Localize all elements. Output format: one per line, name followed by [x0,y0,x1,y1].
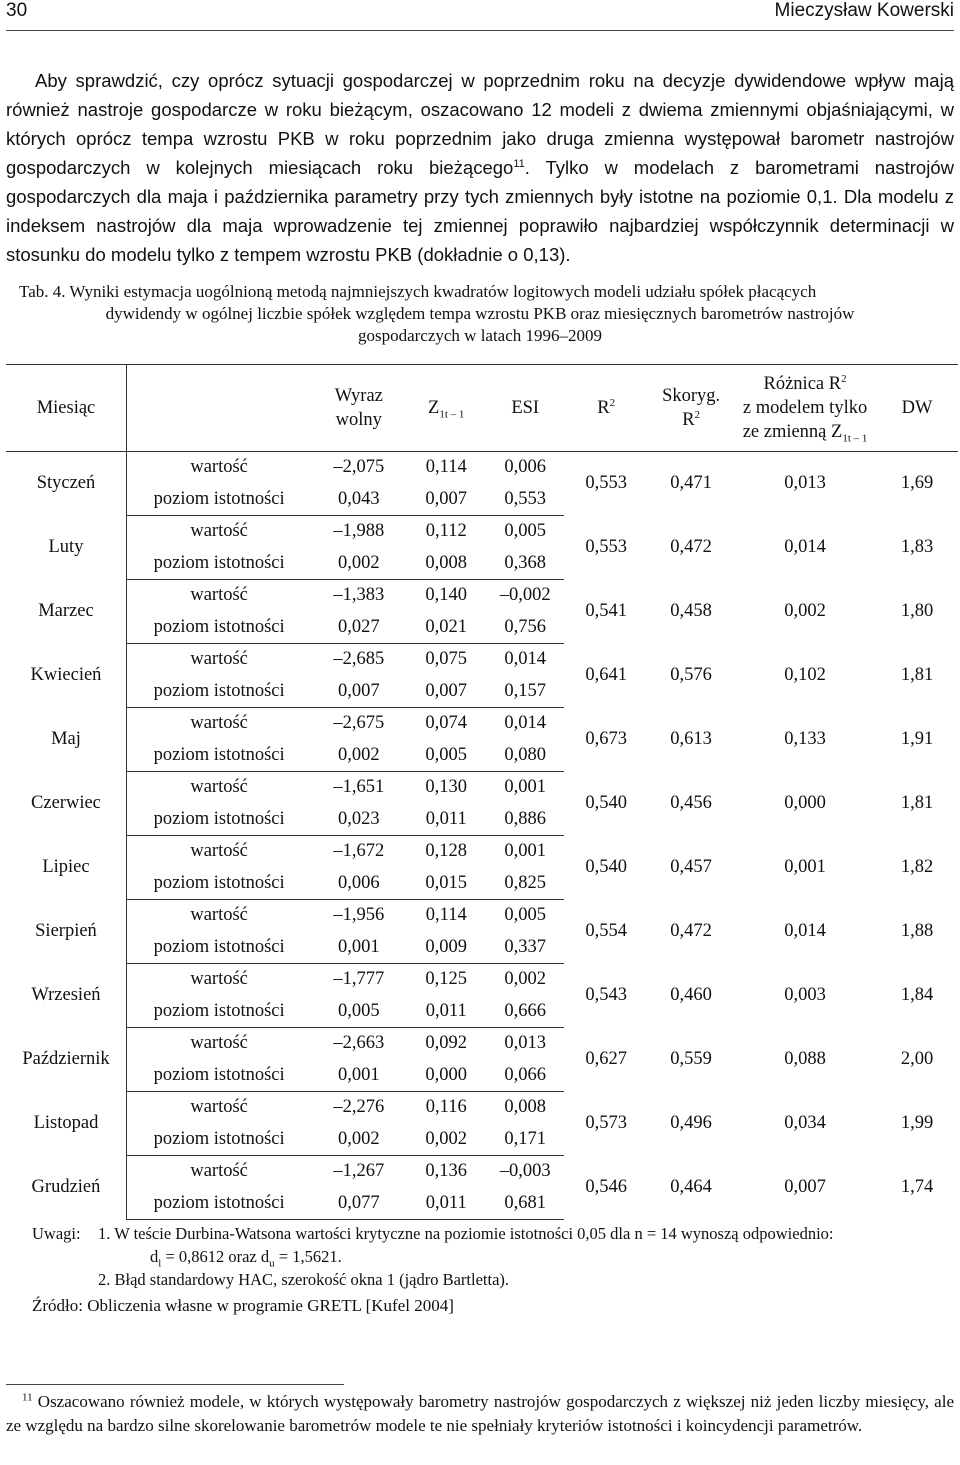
row-label-value: wartość [190,713,248,734]
r2-cell: 0,641 [585,665,627,685]
r2-difference-cell: 0,014 [784,537,826,557]
table-row [6,1028,958,1060]
z-coefficient-value: 0,114 [425,905,467,926]
z-pvalue: 0,007 [406,484,486,516]
month-cell: Marzec [6,580,126,644]
caption-line-3: gospodarczych w latach 1996–2009 [357,326,603,345]
row-label-pvalue: poziom istotności [126,548,311,580]
month-cell: Czerwiec [6,772,126,836]
footnote [6,1390,954,1438]
adjusted-r2-cell: 0,471 [670,473,712,494]
z-coefficient-value: 0,125 [425,969,468,990]
z-pvalue: 0,011 [406,996,486,1028]
esi-coefficient-value: –0,003 [499,1161,551,1182]
z-pvalue: 0,009 [406,932,486,964]
r2-cell: 0,554 [585,921,627,941]
intercept-value: –2,675 [333,713,385,734]
row-label-pvalue: poziom istotności [126,612,311,644]
page-number: 30 [6,0,28,21]
adjusted-r2-cell: 0,472 [670,921,712,941]
note-2: 2. Błąd standardowy HAC, szerokość okna 1 (jądro Bartletta). [98,1270,510,1289]
esi-coefficient-value: –0,002 [499,585,551,606]
header-intercept: Wyraz wolny [311,365,406,452]
adjusted-r2-cell: 0,457 [670,857,712,877]
z-pvalue: 0,015 [406,868,486,900]
esi-pvalue: 0,066 [486,1060,564,1092]
intercept-pvalue: 0,001 [311,932,406,964]
r2-difference-cell: 0,000 [784,793,826,813]
esi-pvalue: 0,756 [486,612,564,644]
footnote-reference[interactable]: 11 [513,157,525,170]
adjusted-r2-cell: 0,559 [670,1049,712,1069]
esi-pvalue: 0,825 [486,868,564,900]
note-1-critical-values: $d_l = 0,8612$ oraz $d_u = 1,5621$. [150,1247,342,1270]
intercept-pvalue: 0,002 [311,1124,406,1156]
z-pvalue: 0,011 [406,1188,486,1220]
intercept-value: –2,276 [333,1097,385,1118]
body-text-part1: Aby sprawdzić, czy oprócz sytuacji gospodarczej w poprzednim roku na decyzje dywidendowe wpływ mają również nastroje gospodarcze w roku bieżącym, oszacowano 12 modeli z dwiema zmiennymi objaśniającymi, w których oprócz tempa wzrostu PKB w roku poprzednim jako druga zmienna występował barometr nastrojów gospodarczych w kolejnych miesiącach roku bieżącego [6,70,954,178]
row-label-value: wartość [190,1161,248,1182]
header-z: $Z_{1t - 1}$ [406,365,486,452]
adjusted-r2-cell: 0,458 [670,601,712,621]
dw-cell: 1,80 [900,601,934,621]
z-coefficient-value: 0,112 [425,521,467,542]
intercept-value: –2,075 [333,457,385,478]
esi-pvalue: 0,157 [486,676,564,708]
r2-cell: 0,573 [585,1113,627,1133]
adjusted-r2-cell: 0,613 [670,729,712,749]
month-cell: Sierpień [6,900,126,964]
row-label-pvalue: poziom istotności [126,484,311,516]
r2-difference-cell: 0,014 [784,921,826,941]
row-label-pvalue: poziom istotności [126,1188,311,1220]
r2-difference-cell: 0,034 [784,1113,826,1133]
z-coefficient-value: 0,075 [425,649,468,670]
z-coefficient-value: 0,074 [425,713,468,734]
results-table-body [6,452,958,1220]
row-label-value: wartość [190,649,248,670]
row-label-pvalue: poziom istotności [126,804,311,836]
month-cell: Kwiecień [6,644,126,708]
intercept-value: –1,651 [333,777,385,798]
table-header-row [6,365,958,452]
row-label-value: wartość [190,585,248,606]
row-label-value: wartość [190,1033,248,1054]
esi-coefficient-value: 0,001 [504,841,546,862]
row-label-pvalue: poziom istotności [126,1060,311,1092]
dw-cell: 1,81 [900,793,934,813]
z-pvalue: 0,011 [406,804,486,836]
intercept-pvalue: 0,027 [311,612,406,644]
row-label-pvalue: poziom istotności [126,740,311,772]
intercept-pvalue: 0,023 [311,804,406,836]
row-label-pvalue: poziom istotności [126,932,311,964]
dw-cell: 1,88 [900,921,934,941]
table-row [6,644,958,676]
dw-cell: 1,83 [900,537,934,557]
esi-coefficient-value: 0,013 [504,1033,546,1054]
z-coefficient-value: 0,114 [425,457,467,478]
header-month: Miesiąc [6,365,126,452]
table-row [6,1092,958,1124]
header-dw: DW [876,365,958,452]
r2-cell: 0,540 [585,857,627,877]
table-row [6,580,958,612]
intercept-pvalue: 0,001 [311,1060,406,1092]
dw-cell: 2,00 [900,1049,934,1069]
dw-cell: 1,99 [900,1113,934,1133]
caption-line-2: dywidendy w ogólnej liczbie spółek względem tempa wzrostu PKB oraz miesięcznych barometrów nastrojów [105,304,855,323]
dw-cell: 1,91 [900,729,934,749]
r2-difference-cell: 0,003 [784,985,826,1005]
header-divider [6,30,954,31]
row-label-value: wartość [190,1097,248,1118]
adjusted-r2-cell: 0,576 [670,665,712,685]
esi-pvalue: 0,886 [486,804,564,836]
adjusted-r2-cell: 0,456 [670,793,712,813]
adjusted-r2-cell: 0,472 [670,537,712,557]
table-row [6,452,958,484]
r2-cell: 0,553 [585,473,627,494]
z-coefficient-value: 0,116 [425,1097,467,1118]
esi-pvalue: 0,337 [486,932,564,964]
dw-cell: 1,69 [900,473,934,494]
intercept-value: –1,988 [333,521,385,542]
intercept-pvalue: 0,002 [311,548,406,580]
intercept-value: –2,663 [333,1033,385,1054]
esi-pvalue: 0,171 [486,1124,564,1156]
header-label-spacer [126,365,311,452]
row-label-value: wartość [190,905,248,926]
month-cell: Maj [6,708,126,772]
table-row [6,836,958,868]
header-adjusted-r2: Skoryg. $R^2$ [648,365,734,452]
month-cell: Grudzień [6,1156,126,1220]
esi-pvalue: 0,368 [486,548,564,580]
table-row [6,772,958,804]
r2-difference-cell: 0,013 [784,473,826,494]
row-label-pvalue: poziom istotności [126,868,311,900]
dw-cell: 1,82 [900,857,934,877]
r2-cell: 0,546 [585,1177,627,1197]
note-1: 1. W teście Durbina-Watsona wartości krytyczne na poziomie istotności 0,05 dla n = 14 wynoszą odpowiednio: [98,1224,834,1243]
z-coefficient-value: 0,128 [425,841,468,862]
table-row [6,516,958,548]
dw-cell: 1,81 [900,665,934,685]
row-label-pvalue: poziom istotności [126,676,311,708]
caption-line-1: Tab. 4. Wyniki estymacja uogólnioną metodą najmniejszych kwadratów logitowych modeli udziału spółek płacących [19,282,817,301]
intercept-pvalue: 0,007 [311,676,406,708]
intercept-pvalue: 0,043 [311,484,406,516]
table-notes [32,1222,834,1291]
esi-pvalue: 0,553 [486,484,564,516]
month-cell: Lipiec [6,836,126,900]
r2-difference-cell: 0,133 [784,729,826,749]
row-label-value: wartość [190,777,248,798]
footnote-mark: 11 [22,1391,33,1404]
z-pvalue: 0,008 [406,548,486,580]
row-label-pvalue: poziom istotności [126,996,311,1028]
header-r2-difference: Różnica $R^2$ z modelem tylko ze zmienną $Z_{1t - 1}$ [734,365,876,452]
row-label-value: wartość [190,457,248,478]
table-row [6,708,958,740]
esi-coefficient-value: 0,002 [504,969,546,990]
esi-coefficient-value: 0,014 [504,649,546,670]
esi-pvalue: 0,080 [486,740,564,772]
running-header-author: Mieczysław Kowerski [774,0,954,21]
footnote-divider [6,1384,344,1385]
adjusted-r2-cell: 0,464 [670,1177,712,1197]
z-pvalue: 0,002 [406,1124,486,1156]
dw-cell: 1,84 [900,985,934,1005]
month-cell: Styczeń [6,452,126,516]
r2-cell: 0,553 [585,537,627,557]
intercept-pvalue: 0,006 [311,868,406,900]
r2-cell: 0,673 [585,729,627,749]
z-pvalue: 0,005 [406,740,486,772]
intercept-value: –2,685 [333,649,385,670]
r2-difference-cell: 0,007 [784,1177,826,1197]
row-label-value: wartość [190,521,248,542]
z-coefficient-value: 0,140 [425,585,468,606]
intercept-value: –1,267 [333,1161,385,1182]
body-paragraph [6,66,954,269]
dw-cell: 1,74 [900,1177,934,1197]
month-cell: Październik [6,1028,126,1092]
notes-label: Uwagi: [32,1224,81,1243]
source-line: Źródło: Obliczenia własne w programie GRETL [Kufel 2004] [32,1296,454,1315]
row-label-value: wartość [190,841,248,862]
table-caption [6,281,954,347]
table-row [6,964,958,996]
intercept-pvalue: 0,077 [311,1188,406,1220]
esi-coefficient-value: 0,005 [504,905,546,926]
r2-cell: 0,540 [585,793,627,813]
r2-difference-cell: 0,001 [784,857,826,877]
z-coefficient-value: 0,136 [425,1161,468,1182]
adjusted-r2-cell: 0,460 [670,985,712,1005]
z-pvalue: 0,007 [406,676,486,708]
month-cell: Listopad [6,1092,126,1156]
intercept-value: –1,777 [333,969,385,990]
esi-pvalue: 0,681 [486,1188,564,1220]
esi-coefficient-value: 0,008 [504,1097,546,1118]
esi-pvalue: 0,666 [486,996,564,1028]
month-cell: Luty [6,516,126,580]
r2-difference-cell: 0,102 [784,665,826,685]
row-label-pvalue: poziom istotności [126,1124,311,1156]
header-r2: $R^2$ [564,365,648,452]
intercept-value: –1,956 [333,905,385,926]
esi-coefficient-value: 0,014 [504,713,546,734]
footnote-text: Oszacowano również modele, w których występowały barometry nastrojów gospodarczych z większej niż jeden liczby miesięcy, ale ze względu na bardzo silne skorelowanie barometrów modele te nie spełniały kryteriów istotności i koincydencji parametrów. [6,1392,954,1435]
r2-difference-cell: 0,088 [784,1049,826,1069]
esi-coefficient-value: 0,001 [504,777,546,798]
esi-coefficient-value: 0,006 [504,457,546,478]
z-coefficient-value: 0,130 [425,777,468,798]
intercept-pvalue: 0,005 [311,996,406,1028]
table-row [6,1156,958,1188]
esi-coefficient-value: 0,005 [504,521,546,542]
r2-cell: 0,627 [585,1049,627,1069]
r2-cell: 0,541 [585,601,627,621]
row-label-value: wartość [190,969,248,990]
table-row [6,900,958,932]
header-esi: ESI [486,365,564,452]
intercept-value: –1,383 [333,585,385,606]
z-coefficient-value: 0,092 [425,1033,468,1054]
r2-difference-cell: 0,002 [784,601,826,621]
results-table [6,364,958,1220]
body-text-part2: . Tylko w modelach z barometrami nastrojów gospodarczych dla maja i października parametry przy tych zmiennych były istotne na poziomie 0,1. Dla modelu z indeksem nastrojów dla maja wprowadzenie tej zmiennej poprawiło najbardziej współczynnik determinacji w stosunku do modelu tylko z tempem wzrostu PKB (dokładnie o 0,13). [6,157,954,265]
r2-cell: 0,543 [585,985,627,1005]
z-pvalue: 0,000 [406,1060,486,1092]
month-cell: Wrzesień [6,964,126,1028]
intercept-pvalue: 0,002 [311,740,406,772]
adjusted-r2-cell: 0,496 [670,1113,712,1133]
intercept-value: –1,672 [333,841,385,862]
z-pvalue: 0,021 [406,612,486,644]
